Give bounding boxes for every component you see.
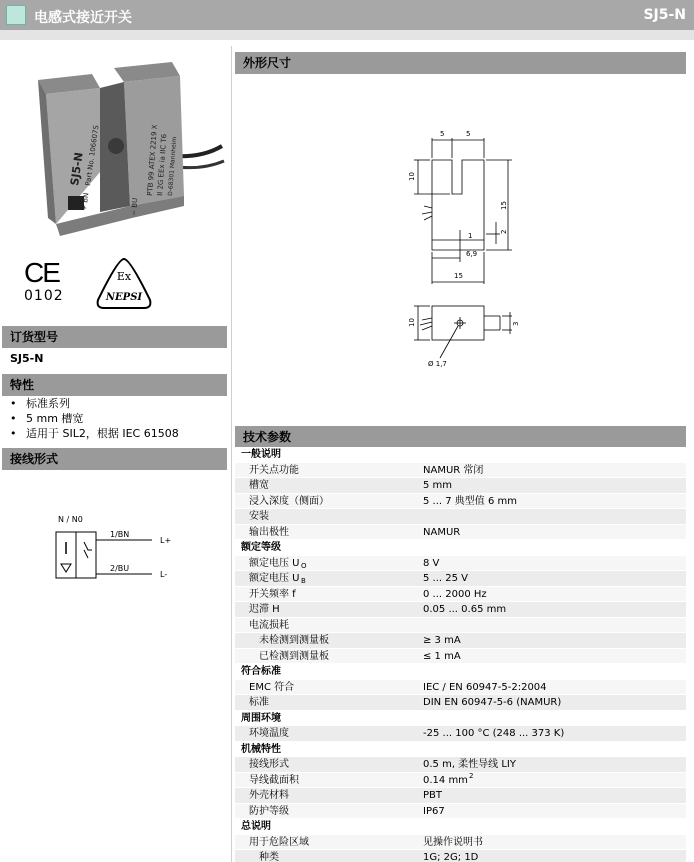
dim-top-right: 5: [466, 130, 471, 138]
dim-side-10: 10: [408, 318, 416, 327]
spec-label: 开关频率 f: [249, 588, 296, 600]
spec-row: [235, 757, 686, 773]
ordering-code: SJ5-N: [10, 352, 44, 365]
spec-row: [235, 695, 686, 711]
spec-value: 8 V: [423, 557, 440, 569]
spec-label: 已检测到测量板: [259, 650, 329, 662]
spec-section-heading: [235, 711, 686, 727]
spec-label: 槽宽: [249, 480, 269, 491]
photo-label-atex: PTB 99 ATEX 2219 X: [146, 124, 159, 197]
photo-label-model: SJ5-N: [68, 151, 86, 187]
nepsi-ex-mark-icon: [94, 256, 154, 312]
ce-certification: [24, 258, 74, 318]
spec-section-heading: [235, 819, 686, 835]
spec-value: 5 ... 7 典型值 6 mm: [423, 495, 517, 507]
sensor-photo-illustration: [2, 46, 228, 246]
spec-label: 导线截面积: [249, 774, 299, 786]
column-divider: [231, 46, 232, 862]
supply-minus-label: L-: [160, 570, 168, 579]
spec-label-subscript: B: [301, 577, 306, 585]
spec-value: 见操作说明书: [423, 836, 483, 848]
spec-row: [235, 633, 686, 649]
spec-label: 未检测到测量板: [259, 635, 329, 646]
spec-row: [235, 726, 686, 742]
spec-row: [235, 649, 686, 665]
spec-row: [235, 788, 686, 804]
spec-row: [235, 478, 686, 494]
spec-section-heading: [235, 742, 686, 758]
spec-label: 额定电压 U: [249, 557, 300, 569]
spec-label: 外壳材料: [249, 790, 289, 801]
spec-label: 输出极性: [249, 526, 289, 538]
photo-label-address: D-68301 Mannheim: [167, 136, 179, 197]
spec-value: 5 mm: [423, 480, 453, 491]
dim-6-9: 6,9: [466, 250, 478, 258]
spec-value: 1G; 2G; 1D: [423, 852, 479, 862]
ex-mark-text: Ex: [116, 270, 132, 283]
spec-label: EMC 符合: [249, 681, 295, 693]
nepsi-mark-text: NEPSI: [105, 292, 143, 303]
spec-label: 额定等级: [241, 542, 281, 553]
spec-row: [235, 680, 686, 696]
features-heading: 特性: [2, 374, 227, 396]
spec-label: 安装: [249, 511, 269, 522]
dimension-drawing: [400, 122, 530, 372]
spec-section-heading: [235, 447, 686, 463]
spec-label: 开关点功能: [249, 464, 299, 476]
spec-value: DIN EN 60947-5-6 (NAMUR): [423, 697, 562, 708]
spec-label: 符合标准: [241, 666, 281, 677]
photo-label-part: Part No. 106607S: [84, 124, 101, 187]
spec-value: IP67: [423, 805, 445, 817]
wiring-heading: 接线形式: [2, 448, 227, 470]
dim-top-left: 5: [440, 130, 445, 138]
dim-side-3: 3: [512, 321, 520, 326]
spec-label: 电流损耗: [249, 619, 289, 631]
spec-value: 5 ... 25 V: [423, 573, 468, 584]
dim-width-15: 15: [454, 272, 463, 280]
product-photo: [2, 46, 228, 321]
dim-1: 1: [468, 232, 473, 240]
spec-section-heading: [235, 540, 686, 556]
feature-item: • 适用于 SIL2，根据 IEC 61508: [10, 426, 179, 441]
spec-label: 额定电压 U: [249, 573, 300, 584]
spec-value: 0.5 m, 柔性导线 LIY: [423, 759, 516, 770]
spec-label: 标准: [249, 697, 269, 708]
spec-label-subscript: O: [301, 561, 307, 570]
spec-row: [235, 602, 686, 618]
spec-label: 用于危险区域: [249, 836, 309, 848]
terminal-1-label: 1/BN: [110, 530, 130, 539]
dim-slot-height: 10: [408, 172, 416, 181]
spec-label: 接线形式: [249, 759, 289, 770]
supply-plus-label: L+: [160, 536, 172, 545]
header-subbar: [0, 30, 694, 40]
spec-value-superscript: 2: [469, 771, 474, 780]
wiring-diagram: [40, 510, 200, 590]
spec-row: [235, 509, 686, 525]
spec-row: [235, 571, 686, 587]
terminal-2-label: 2/BU: [110, 564, 130, 573]
spec-value: NAMUR 常闭: [423, 464, 484, 476]
page-title: 电感式接近开关: [34, 10, 132, 26]
spec-row: [235, 556, 686, 572]
wiring-type-label: N / N0: [58, 515, 83, 524]
brand-square-icon: [6, 5, 26, 25]
photo-label-bn: + BN: [80, 192, 91, 212]
spec-label: 一般说明: [241, 449, 281, 460]
spec-label: 机械特性: [241, 743, 281, 755]
spec-label: 周围环境: [241, 712, 281, 724]
spec-value: 0.05 ... 0.65 mm: [423, 604, 507, 615]
dim-hole-diameter: Ø 1,7: [428, 360, 447, 368]
dim-depth-2: 2: [500, 229, 508, 234]
dim-total-height: 15: [500, 201, 508, 210]
spec-row: [235, 494, 686, 510]
spec-value: ≤ 1 mA: [423, 650, 461, 662]
spec-row: [235, 587, 686, 603]
spec-row: [235, 525, 686, 541]
spec-row: [235, 835, 686, 851]
model-code: SJ5-N: [643, 7, 686, 23]
spec-value: IEC / EN 60947-5-2:2004: [423, 681, 547, 693]
spec-value: 0 ... 2000 Hz: [423, 588, 487, 600]
dimensions-heading: 外形尺寸: [235, 52, 686, 74]
spec-label: 环境温度: [249, 728, 289, 739]
ce-mark-icon: CE: [24, 257, 59, 288]
spec-value: PBT: [423, 790, 442, 801]
spec-label: 种类: [259, 852, 279, 862]
spec-value: NAMUR: [423, 526, 461, 538]
header-bar: [0, 0, 694, 30]
spec-row: [235, 618, 686, 634]
spec-row: [235, 463, 686, 479]
ce-number: 0102: [24, 288, 64, 304]
photo-label-eex: II 2G EEx ia IIC T6: [156, 133, 169, 197]
feature-item: • 5 mm 槽宽: [10, 411, 179, 426]
spec-value: ≥ 3 mA: [423, 635, 461, 646]
ordering-heading: 订货型号: [2, 326, 227, 348]
photo-label-bu: − BU: [130, 197, 140, 217]
spec-value: -25 ... 100 °C (248 ... 373 K): [423, 728, 565, 739]
spec-label: 迟滞 H: [249, 604, 280, 615]
spec-row: [235, 850, 686, 862]
spec-row: [235, 804, 686, 820]
spec-label: 防护等级: [249, 805, 289, 817]
spec-row: [235, 773, 686, 789]
spec-label: 总说明: [241, 821, 271, 832]
spec-label: 浸入深度（侧面）: [249, 495, 329, 507]
spec-section-heading: [235, 664, 686, 680]
specs-heading: 技术参数: [235, 426, 686, 448]
features-list: [10, 396, 179, 441]
feature-item: • 标准系列: [10, 396, 179, 411]
spec-value: 0.14 mm: [423, 774, 468, 786]
spec-table: [235, 447, 686, 862]
